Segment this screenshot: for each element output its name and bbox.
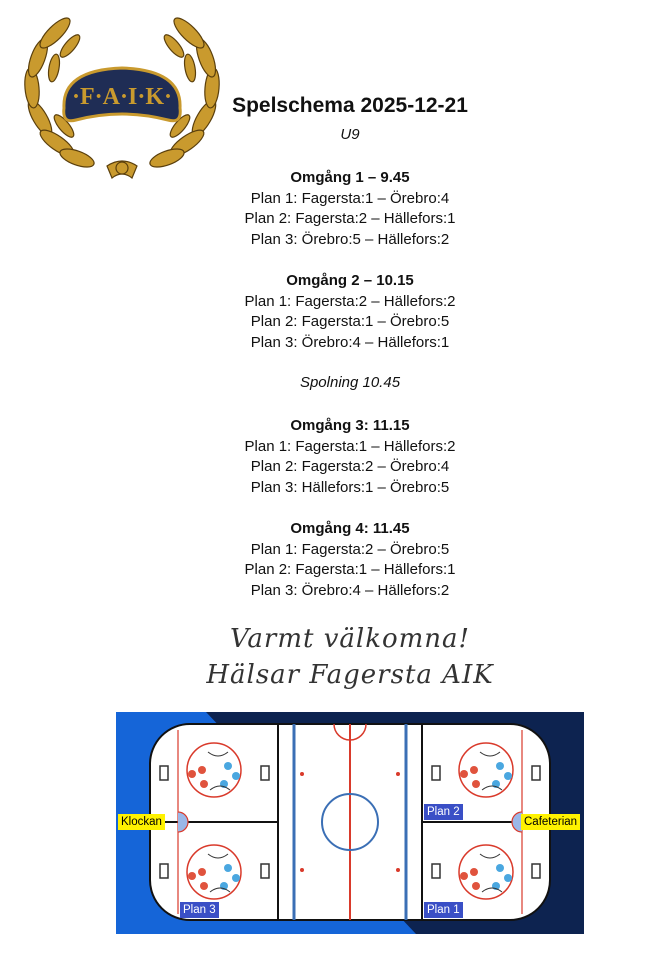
greeting-line-2: Hälsar Fagersta AIK [206,660,494,690]
game-line: Plan 1: Fagersta:2 – Örebro:5 [250,540,450,558]
label-plan-1: Plan 1 [424,902,463,918]
round-heading: Omgång 2 – 10.15 [286,272,414,289]
rink-map [116,712,584,934]
round-heading: Omgång 1 – 9.45 [290,169,410,186]
round-3 [0,416,662,498]
label-plan-3: Plan 3 [180,902,219,918]
game-line: Plan 2: Fagersta:2 – Hällefors:1 [244,210,456,227]
label-cafeterian: Cafeterian [521,814,580,830]
round-heading: Omgång 4: 11.45 [290,520,410,537]
round-2 [0,271,662,353]
greeting-line-1: Varmt välkomna! [230,624,470,654]
game-line: Plan 2: Fagersta:2 – Örebro:4 [250,458,450,475]
game-line: Plan 1: Fagersta:2 – Hällefors:2 [244,292,456,310]
round-heading: Omgång 3: 11.15 [290,417,410,434]
page-title: Spelschema 2025-12-21 [232,94,468,117]
game-line: Plan 3: Örebro:5 – Hällefors:2 [250,230,450,248]
label-plan-2: Plan 2 [424,804,463,820]
label-klockan: Klockan [118,814,165,830]
game-line: Plan 1: Fagersta:1 – Hällefors:2 [244,437,456,455]
game-line: Plan 2: Fagersta:1 – Örebro:5 [250,313,450,330]
round-1 [0,168,662,250]
logo-text: ·F·A·I·K· [71,84,173,110]
age-group: U9 [340,126,360,143]
game-line: Plan 2: Fagersta:1 – Hällefors:1 [244,561,456,578]
game-line: Plan 1: Fagersta:1 – Örebro:4 [250,189,450,207]
game-line: Plan 3: Örebro:4 – Hällefors:1 [250,333,450,351]
game-line: Plan 3: Örebro:4 – Hällefors:2 [250,581,450,599]
ice-resurfacing: Spolning 10.45 [299,374,401,391]
round-4 [0,519,662,601]
game-line: Plan 3: Hällefors:1 – Örebro:5 [250,478,450,496]
